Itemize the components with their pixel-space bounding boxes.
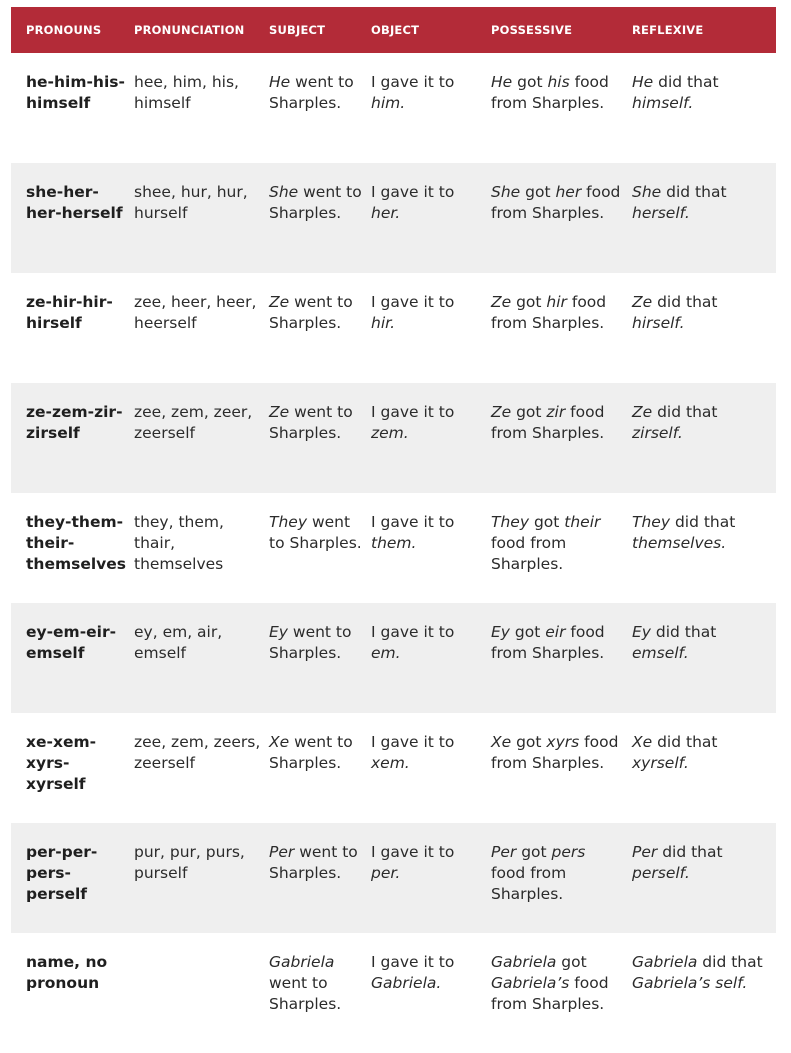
subject-pronoun: Gabriela <box>269 953 335 971</box>
possessive-mid: got <box>556 953 587 971</box>
header-subject: SUBJECT <box>269 22 326 37</box>
reflexive-mid: did that <box>670 513 736 531</box>
reflexive-subject: Per <box>632 843 658 861</box>
reflexive-example <box>632 402 776 444</box>
object-example <box>371 182 491 224</box>
pronoun-table <box>11 7 776 1053</box>
reflexive-pronoun: himself. <box>632 94 694 112</box>
reflexive-pronoun: herself. <box>632 204 690 222</box>
pronoun-set: xe-xem-xyrs-xyrself <box>26 733 97 793</box>
reflexive-subject: They <box>632 513 671 531</box>
reflexive-example <box>632 512 776 554</box>
possessive-pronoun: zir <box>546 403 566 421</box>
pronoun-set: ze-zem-zir-zirself <box>26 403 123 442</box>
reflexive-subject: Ze <box>632 403 653 421</box>
reflexive-example <box>632 842 776 884</box>
reflexive-mid: did that <box>657 843 723 861</box>
reflexive-subject: Gabriela <box>632 953 698 971</box>
table-body <box>11 53 776 1053</box>
table-row <box>11 713 776 823</box>
pronunciation: hee, him, his, himself <box>134 73 239 112</box>
subject-example <box>269 622 371 664</box>
object-pre: I gave it to <box>371 733 455 751</box>
reflexive-example <box>632 622 776 664</box>
pronoun-set: he-him-his-himself <box>26 73 125 112</box>
object-pronoun: em. <box>371 644 401 662</box>
header-reflexive: REFLEXIVE <box>632 22 704 37</box>
reflexive-pronoun: xyrself. <box>632 754 689 772</box>
object-pronoun: zem. <box>371 424 409 442</box>
subject-rest: went to Sharples. <box>269 403 353 442</box>
possessive-mid: got <box>509 623 546 641</box>
header-pronunciation: PRONUNCIATION <box>134 22 245 37</box>
possessive-mid: got <box>511 293 547 311</box>
possessive-subject: Ze <box>491 403 512 421</box>
reflexive-subject: Xe <box>632 733 653 751</box>
subject-pronoun: Xe <box>269 733 290 751</box>
possessive-rest: food from Sharples. <box>491 534 567 573</box>
possessive-rest: food from Sharples. <box>491 403 605 442</box>
reflexive-mid: did that <box>697 953 763 971</box>
possessive-subject: Ey <box>491 623 510 641</box>
subject-example <box>269 512 371 554</box>
possessive-subject: Per <box>491 843 517 861</box>
possessive-example <box>491 182 632 224</box>
subject-pronoun: Ze <box>269 403 290 421</box>
possessive-rest: food from Sharples. <box>491 293 607 332</box>
object-pronoun: hir. <box>371 314 396 332</box>
pronunciation: they, them, thair, themselves <box>134 513 224 573</box>
table-row <box>11 273 776 383</box>
table-row <box>11 603 776 713</box>
table-row <box>11 383 776 493</box>
possessive-mid: got <box>529 513 565 531</box>
object-pre: I gave it to <box>371 183 455 201</box>
possessive-rest: food from Sharples. <box>491 623 605 662</box>
subject-rest: went to Sharples. <box>269 843 358 882</box>
reflexive-subject: She <box>632 183 662 201</box>
subject-rest: went to Sharples. <box>269 183 362 222</box>
possessive-example <box>491 732 632 774</box>
table-header <box>11 7 776 53</box>
possessive-subject: She <box>491 183 521 201</box>
pronoun-set: per-per-pers-perself <box>26 843 98 903</box>
reflexive-pronoun: perself. <box>632 864 690 882</box>
possessive-pronoun: pers <box>551 843 586 861</box>
possessive-pronoun: xyrs <box>546 733 580 751</box>
header-pronouns: PRONOUNS <box>26 22 102 37</box>
pronunciation: zee, zem, zeers, zeerself <box>134 733 261 772</box>
possessive-example <box>491 402 632 444</box>
reflexive-pronoun: hirself. <box>632 314 685 332</box>
possessive-mid: got <box>516 843 552 861</box>
reflexive-mid: did that <box>652 293 718 311</box>
subject-example <box>269 292 371 334</box>
table-row <box>11 823 776 933</box>
possessive-rest: food from Sharples. <box>491 73 609 112</box>
possessive-pronoun: Gabriela’s <box>491 974 570 992</box>
possessive-mid: got <box>520 183 556 201</box>
possessive-subject: They <box>491 513 530 531</box>
reflexive-mid: did that <box>650 623 717 641</box>
object-example <box>371 402 491 444</box>
object-pronoun: them. <box>371 534 417 552</box>
object-example <box>371 842 491 884</box>
object-example <box>371 512 491 554</box>
pronoun-set: they-them-their-themselves <box>26 513 127 573</box>
possessive-example <box>491 512 632 575</box>
pronoun-set: name, no pronoun <box>26 953 108 992</box>
table-row <box>11 493 776 603</box>
object-example <box>371 952 491 994</box>
object-pronoun: him. <box>371 94 406 112</box>
possessive-rest: food from Sharples. <box>491 733 619 772</box>
subject-pronoun: Per <box>269 843 295 861</box>
pronoun-set: ze-hir-hir-hirself <box>26 293 113 332</box>
object-pronoun: xem. <box>371 754 410 772</box>
subject-rest: went to Sharples. <box>269 293 353 332</box>
reflexive-pronoun: emself. <box>632 644 689 662</box>
possessive-subject: He <box>491 73 513 91</box>
header-object: OBJECT <box>371 22 420 37</box>
possessive-subject: Gabriela <box>491 953 557 971</box>
possessive-rest: food from Sharples. <box>491 864 567 903</box>
reflexive-mid: did that <box>652 733 718 751</box>
subject-rest: went to Sharples. <box>269 733 353 772</box>
possessive-example <box>491 72 632 114</box>
object-pronoun: her. <box>371 204 401 222</box>
pronunciation: zee, zem, zeer, zeerself <box>134 403 253 442</box>
object-pre: I gave it to <box>371 403 455 421</box>
subject-pronoun: He <box>269 73 291 91</box>
object-pronoun: per. <box>371 864 401 882</box>
possessive-subject: Xe <box>491 733 512 751</box>
possessive-example <box>491 952 632 1015</box>
subject-pronoun: She <box>269 183 299 201</box>
possessive-mid: got <box>511 403 547 421</box>
object-example <box>371 732 491 774</box>
possessive-pronoun: his <box>547 73 570 91</box>
pronunciation: zee, heer, heer, heerself <box>134 293 257 332</box>
pronoun-set: she-her-her-herself <box>26 183 123 222</box>
subject-example <box>269 952 371 1015</box>
reflexive-subject: He <box>632 73 654 91</box>
pronunciation: ey, em, air, emself <box>134 623 223 662</box>
reflexive-example <box>632 182 776 224</box>
reflexive-pronoun: zirself. <box>632 424 683 442</box>
pronunciation: pur, pur, purs, purself <box>134 843 245 882</box>
possessive-example <box>491 292 632 334</box>
table-row <box>11 53 776 163</box>
possessive-pronoun: eir <box>545 623 566 641</box>
possessive-mid: got <box>512 73 548 91</box>
reflexive-pronoun: themselves. <box>632 534 727 552</box>
subject-example <box>269 402 371 444</box>
possessive-pronoun: their <box>564 513 601 531</box>
possessive-mid: got <box>511 733 547 751</box>
possessive-rest: food from Sharples. <box>491 974 609 1013</box>
possessive-pronoun: hir <box>546 293 567 311</box>
header-possessive: POSSESSIVE <box>491 22 573 37</box>
object-example <box>371 622 491 664</box>
reflexive-example <box>632 952 776 994</box>
subject-example <box>269 72 371 114</box>
subject-pronoun: Ze <box>269 293 290 311</box>
table-row <box>11 933 776 1053</box>
subject-example <box>269 182 371 224</box>
reflexive-mid: did that <box>661 183 727 201</box>
reflexive-subject: Ze <box>632 293 653 311</box>
subject-example <box>269 732 371 774</box>
object-pre: I gave it to <box>371 73 455 91</box>
table-row <box>11 163 776 273</box>
subject-pronoun: They <box>269 513 308 531</box>
possessive-subject: Ze <box>491 293 512 311</box>
object-pre: I gave it to <box>371 953 455 971</box>
object-pre: I gave it to <box>371 293 455 311</box>
possessive-example <box>491 842 632 905</box>
reflexive-example <box>632 292 776 334</box>
pronoun-set: ey-em-eir-emself <box>26 623 117 662</box>
possessive-example <box>491 622 632 664</box>
reflexive-subject: Ey <box>632 623 651 641</box>
object-pre: I gave it to <box>371 623 455 641</box>
object-example <box>371 292 491 334</box>
subject-pronoun: Ey <box>269 623 288 641</box>
object-pre: I gave it to <box>371 513 455 531</box>
subject-example <box>269 842 371 884</box>
subject-rest: went to Sharples. <box>269 73 354 112</box>
possessive-pronoun: her <box>555 183 582 201</box>
object-example <box>371 72 491 114</box>
reflexive-pronoun: Gabriela’s self. <box>632 974 748 992</box>
subject-rest: went to Sharples. <box>269 623 352 662</box>
reflexive-mid: did that <box>652 403 718 421</box>
subject-rest: went to Sharples. <box>269 974 342 1013</box>
pronunciation: shee, hur, hur, hurself <box>134 183 248 222</box>
reflexive-mid: did that <box>653 73 719 91</box>
possessive-rest: food from Sharples. <box>491 183 621 222</box>
subject-rest: went to Sharples. <box>269 513 362 552</box>
reflexive-example <box>632 72 776 114</box>
reflexive-example <box>632 732 776 774</box>
object-pronoun: Gabriela. <box>371 974 442 992</box>
object-pre: I gave it to <box>371 843 455 861</box>
